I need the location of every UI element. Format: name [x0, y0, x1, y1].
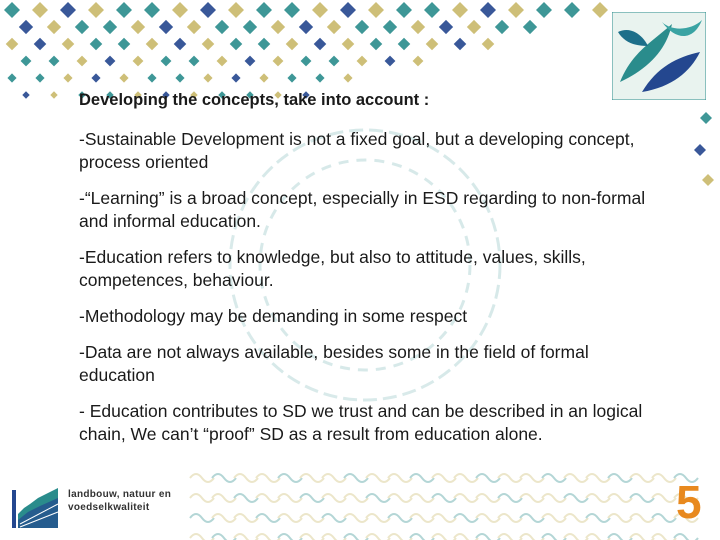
decorative-wave: [608, 534, 632, 540]
decorative-wave: [432, 514, 456, 522]
decorative-wave: [432, 534, 456, 540]
decorative-wave: [322, 474, 346, 482]
decorative-diamond: [47, 20, 61, 34]
decorative-wave: [278, 494, 302, 502]
decorative-diamond: [480, 2, 496, 18]
decorative-wave: [652, 494, 676, 502]
decorative-wave: [366, 514, 390, 522]
decorative-diamond: [88, 2, 104, 18]
decorative-diamond: [228, 2, 244, 18]
bullet-item: - Education contributes to SD we trust and can be described in an logical chain, We can’t “proof” SD as a result from education alone.: [79, 401, 643, 444]
decorative-diamond: [312, 2, 328, 18]
decorative-wave: [256, 474, 280, 482]
decorative-diamond: [256, 2, 272, 18]
decorative-wave: [630, 494, 654, 502]
decorative-diamond: [131, 20, 145, 34]
decorative-diamond: [200, 2, 216, 18]
decorative-wave: [542, 494, 566, 502]
decorative-wave: [542, 474, 566, 482]
decorative-wave: [256, 514, 280, 522]
decorative-diamond: [284, 2, 300, 18]
decorative-wave: [476, 474, 500, 482]
decorative-diamond: [315, 73, 324, 82]
decorative-diamond: [314, 38, 327, 51]
decorative-diamond: [271, 20, 285, 34]
decorative-wave: [190, 514, 214, 522]
decorative-wave: [476, 514, 500, 522]
decorative-wave: [564, 534, 588, 540]
decorative-diamond: [495, 20, 509, 34]
bullet-item: -Methodology may be demanding in some respect: [79, 306, 468, 326]
decorative-wave: [234, 494, 258, 502]
decorative-diamond: [299, 20, 313, 34]
decorative-diamond: [60, 2, 76, 18]
decorative-diamond: [343, 73, 352, 82]
decorative-wave: [608, 514, 632, 522]
decorative-wave: [498, 514, 522, 522]
decorative-diamond: [398, 38, 411, 51]
decorative-wave: [278, 474, 302, 482]
decorative-diamond: [467, 20, 481, 34]
decorative-wave: [300, 474, 324, 482]
decorative-wave: [476, 494, 500, 502]
decorative-wave: [476, 534, 500, 540]
decorative-diamond: [90, 38, 103, 51]
decorative-diamond: [147, 73, 156, 82]
decorative-diamond: [187, 20, 201, 34]
decorative-wave: [278, 534, 302, 540]
decorative-diamond: [245, 56, 256, 67]
decorative-diamond: [49, 56, 60, 67]
decorative-diamond: [383, 20, 397, 34]
decorative-wave: [564, 514, 588, 522]
decorative-diamond: [327, 20, 341, 34]
decorative-diamond: [592, 2, 608, 18]
decorative-diamond: [21, 56, 32, 67]
decorative-diamond: [301, 56, 312, 67]
ministry-name: [68, 488, 171, 514]
decorative-wave: [520, 494, 544, 502]
decorative-wave: [410, 494, 434, 502]
bullet-item: -Data are not always available, besides some in the field of formal education: [79, 342, 589, 385]
decorative-diamond: [286, 38, 299, 51]
decorative-wave: [630, 514, 654, 522]
decorative-diamond: [202, 38, 215, 51]
decorative-wave: [344, 534, 368, 540]
decorative-wave: [630, 474, 654, 482]
decorative-diamond: [144, 2, 160, 18]
decorative-diamond: [396, 2, 412, 18]
decorative-wave: [190, 494, 214, 502]
decorative-diamond: [243, 20, 257, 34]
decorative-wave: [212, 494, 236, 502]
decorative-diamond: [62, 38, 75, 51]
decorative-wave: [454, 474, 478, 482]
bullet-item: -“Learning” is a broad concept, especially in ESD regarding to non-formal and informal education.: [79, 188, 646, 231]
decorative-diamond: [77, 56, 88, 67]
decorative-wave: [498, 534, 522, 540]
decorative-wave: [322, 534, 346, 540]
decorative-wave: [564, 474, 588, 482]
decorative-wave: [256, 494, 280, 502]
decorative-diamond: [702, 174, 714, 186]
decorative-wave: [454, 494, 478, 502]
decorative-wave: [410, 474, 434, 482]
decorative-diamond: [340, 2, 356, 18]
decorative-diamond: [146, 38, 159, 51]
decorative-diamond: [32, 2, 48, 18]
decorative-diamond: [426, 38, 439, 51]
slide-heading: Developing the concepts, take into account :: [79, 91, 430, 109]
decorative-diamond: [230, 38, 243, 51]
decorative-diamond: [355, 20, 369, 34]
decorative-diamond: [172, 2, 188, 18]
decorative-diamond: [4, 2, 20, 18]
decorative-wave: [454, 514, 478, 522]
bullet-item: -Sustainable Development is not a fixed goal, but a developing concept, process oriented: [79, 129, 635, 172]
decorative-wave: [520, 474, 544, 482]
leaf-logo-icon: [612, 12, 706, 100]
decorative-wave: [586, 534, 610, 540]
decorative-diamond: [385, 56, 396, 67]
decorative-diamond: [287, 73, 296, 82]
decorative-wave: [212, 534, 236, 540]
decorative-diamond: [50, 91, 57, 98]
decorative-diamond: [22, 91, 29, 98]
decorative-diamond: [161, 56, 172, 67]
decorative-wave: [388, 514, 412, 522]
decorative-wave: [652, 534, 676, 540]
ministry-logo: [10, 484, 185, 532]
decorative-wave: [322, 494, 346, 502]
decorative-wave: [542, 534, 566, 540]
decorative-wave: [454, 534, 478, 540]
decorative-diamond: [6, 38, 19, 51]
decorative-wave: [322, 514, 346, 522]
decorative-wave: [190, 474, 214, 482]
decorative-wave: [366, 494, 390, 502]
decorative-diamond: [694, 144, 706, 156]
decorative-diamond: [424, 2, 440, 18]
decorative-wave: [388, 534, 412, 540]
decorative-diamond: [454, 38, 467, 51]
decorative-diamond: [439, 20, 453, 34]
bullet-item: -Education refers to knowledge, but also to attitude, values, skills, competences, behaviour.: [79, 247, 586, 290]
decorative-diamond: [357, 56, 368, 67]
decorative-diamond: [203, 73, 212, 82]
decorative-diamond: [564, 2, 580, 18]
decorative-diamond: [7, 73, 16, 82]
decorative-diamond: [411, 20, 425, 34]
decorative-diamond: [34, 38, 47, 51]
decorative-diamond: [133, 56, 144, 67]
decorative-diamond: [273, 56, 284, 67]
decorative-diamond: [217, 56, 228, 67]
decorative-diamond: [35, 73, 44, 82]
decorative-diamond: [189, 56, 200, 67]
ministry-name-line1: landbouw, natuur en: [68, 489, 172, 500]
decorative-diamond: [508, 2, 524, 18]
decorative-wave: [234, 534, 258, 540]
decorative-wave: [674, 534, 698, 540]
decorative-diamond: [103, 20, 117, 34]
decorative-diamond: [413, 56, 424, 67]
decorative-wave: [608, 474, 632, 482]
decorative-wave: [520, 514, 544, 522]
decorative-diamond: [118, 38, 131, 51]
ministry-name-line2: voedselkwaliteit: [68, 502, 150, 513]
decorative-wave: [190, 534, 214, 540]
decorative-wave: [234, 474, 258, 482]
decorative-wave: [586, 494, 610, 502]
decorative-diamond: [116, 2, 132, 18]
decorative-wave: [366, 474, 390, 482]
decorative-wave: [652, 514, 676, 522]
decorative-diamond: [370, 38, 383, 51]
decorative-wave: [344, 514, 368, 522]
decorative-diamond: [231, 73, 240, 82]
decorative-diamond: [700, 112, 712, 124]
decorative-wave: [542, 514, 566, 522]
decorative-diamond: [258, 38, 271, 51]
decorative-diamond: [536, 2, 552, 18]
decorative-wave: [234, 514, 258, 522]
decorative-diamond: [105, 56, 116, 67]
decorative-diamond: [19, 20, 33, 34]
decorative-wave: [300, 514, 324, 522]
decorative-wave: [498, 474, 522, 482]
decorative-diamond: [329, 56, 340, 67]
ministry-emblem-icon: [10, 484, 60, 530]
decorative-wave: [278, 514, 302, 522]
decorative-wave: [432, 474, 456, 482]
decorative-diamond: [482, 38, 495, 51]
decorative-diamond: [119, 73, 128, 82]
decorative-diamond: [368, 2, 384, 18]
decorative-wave: [300, 534, 324, 540]
decorative-wave: [410, 534, 434, 540]
decorative-wave: [388, 494, 412, 502]
decorative-diamond: [215, 20, 229, 34]
decorative-diamond: [175, 73, 184, 82]
decorative-wave: [212, 514, 236, 522]
decorative-wave: [652, 474, 676, 482]
decorative-wave: [344, 474, 368, 482]
decorative-wave: [344, 494, 368, 502]
decorative-wave: [432, 494, 456, 502]
decorative-wave: [630, 534, 654, 540]
decorative-wave: [212, 474, 236, 482]
decorative-wave: [586, 474, 610, 482]
decorative-diamond: [75, 20, 89, 34]
decorative-wave: [564, 494, 588, 502]
decorative-diamond: [259, 73, 268, 82]
decorative-wave: [498, 494, 522, 502]
decorative-diamond: [342, 38, 355, 51]
decorative-wave: [608, 494, 632, 502]
decorative-wave: [388, 474, 412, 482]
decorative-diamond: [452, 2, 468, 18]
slide-body: [79, 90, 659, 459]
decorative-wave: [256, 534, 280, 540]
decorative-wave: [300, 494, 324, 502]
decorative-diamond: [159, 20, 173, 34]
decorative-wave: [410, 514, 434, 522]
decorative-wave: [520, 534, 544, 540]
decorative-wave: [586, 514, 610, 522]
decorative-wave: [366, 534, 390, 540]
decorative-diamond: [63, 73, 72, 82]
decorative-diamond: [523, 20, 537, 34]
decorative-diamond: [91, 73, 100, 82]
decorative-diamond: [174, 38, 187, 51]
page-number: 5: [676, 476, 702, 528]
